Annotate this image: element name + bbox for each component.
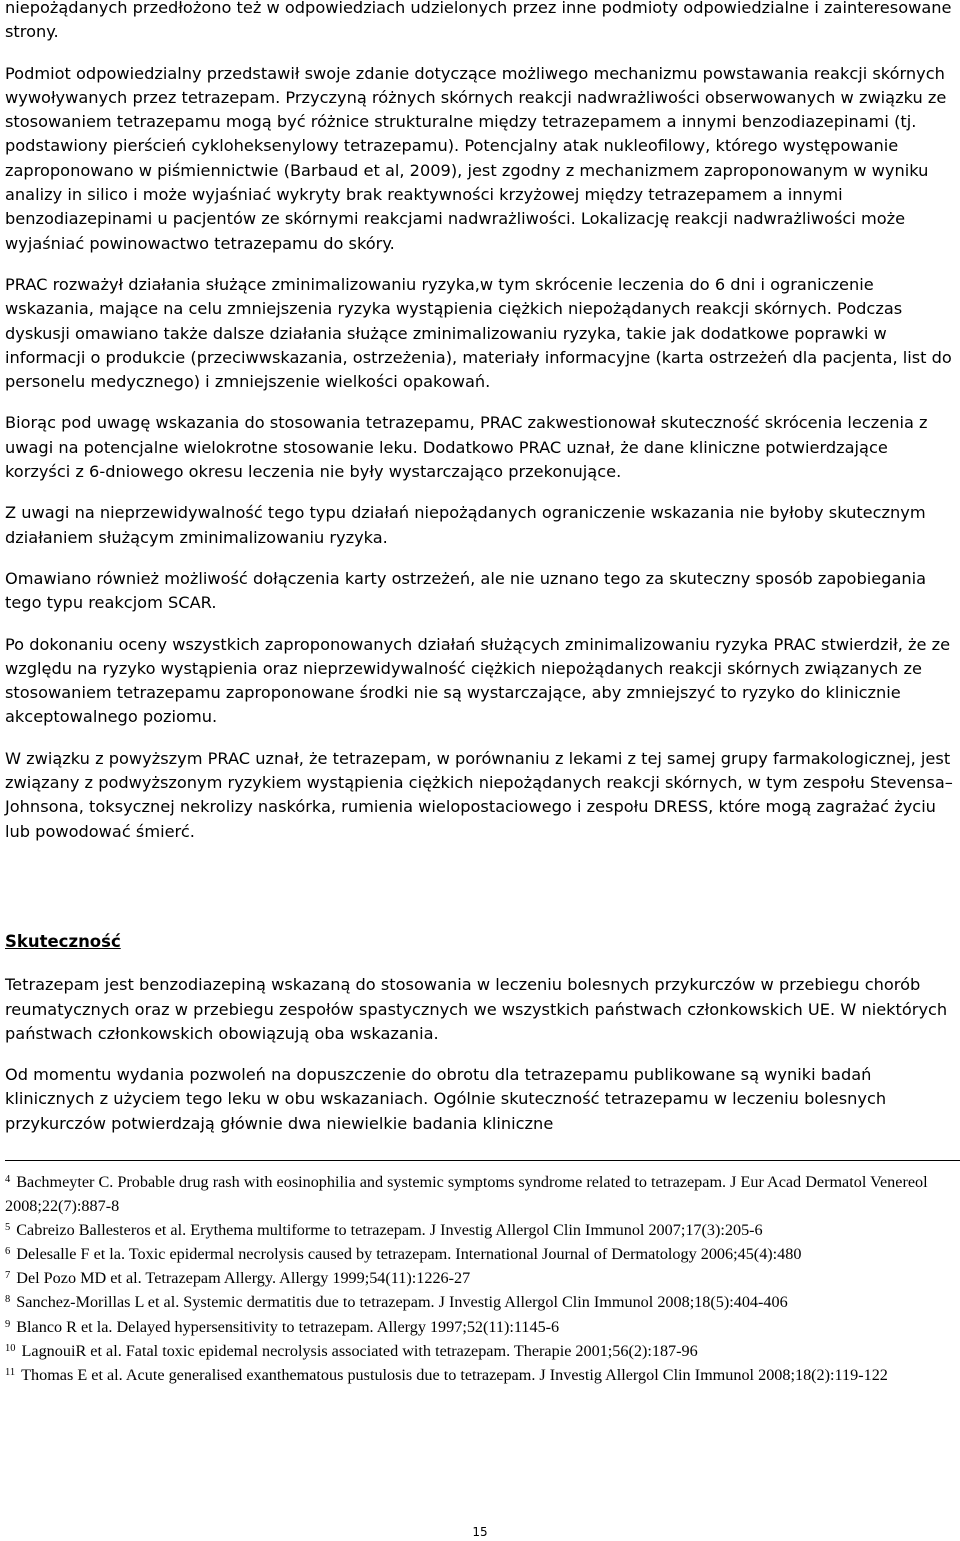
paragraph-4: Biorąc pod uwagę wskazania do stosowania tetrazepamu, PRAC zakwestionował skuteczność skrócenia leczenia z uwagi na potencjalne wielokrotne stosowanie leku. Dodatkowo PRAC uznał, że dane kliniczne potwierdzające korzyści z 6-dniowego okresu leczenia nie były wystarczająco przekonujące. [5, 413, 928, 482]
efficacy-section [5, 930, 955, 1153]
footnote-number: 8 [5, 1294, 11, 1306]
footnote [5, 1218, 955, 1242]
paragraph-5: Z uwagi na nieprzewidywalność tego typu działań niepożądanych ograniczenie wskazania nie byłoby skutecznym działaniem służącym zminimalizowaniu ryzyka. [5, 503, 926, 547]
footnote [5, 1339, 955, 1363]
footnote-text: Bachmeyter C. Probable drug rash with eosinophilia and systemic symptoms syndrome related to tetrazepam. J Eur Acad Dermatol Venereol 2008;22(7):887-8 [5, 1173, 928, 1216]
footnote-text: Del Pozo MD et al. Tetrazepam Allergy. Allergy 1999;54(11):1226-27 [16, 1269, 471, 1288]
section-heading: Skuteczność [5, 932, 121, 951]
footnote [5, 1290, 955, 1314]
paragraph-1: niepożądanych przedłożono też w odpowiedziach udzielonych przez inne podmioty odpowiedzialne i zainteresowane strony. [5, 0, 952, 42]
footnote-text: LagnouiR et al. Fatal toxic epidemal necrolysis associated with tetrazepam. Therapie 2001;56(2):187-96 [21, 1341, 698, 1360]
paragraph-2: Podmiot odpowiedzialny przedstawił swoje zdanie dotyczące możliwego mechanizmu powstawania reakcji skórnych wywoływanych przez tetrazepam. Przyczyną różnych skórnych reakcji nadwrażliwości obserwowanych w związku ze stosowaniem tetrazepamu mogą być różnice strukturalne między tetrazepamem a innymi benzodiazepinami (tj. podstawiony pierścień cykloheksenylowy tetrazepamu). Potencjalny atak nukleofilowy, którego występowanie zaproponowano w piśmiennictwie (Barbaud et al, 2009), jest zgodny z mechanizmem zaproponowanym w wyniku analizy in silico i może wyjaśniać wykryty brak reaktywności krzyżowej między tetrazepamem a innymi benzodiazepinami u pacjentów ze skórnymi reakcjami nadwrażliwości. Lokalizację reakcji nadwrażliwości może wyjaśniać powinowactwo tetrazepamu do skóry. [5, 63, 947, 253]
footnote [5, 1363, 955, 1387]
footnote-text: Sanchez-Morillas L et al. Systemic dermatitis due to tetrazepam. J Investig Allergol Clin Immunol 2008;18(5):404-406 [16, 1293, 788, 1312]
footnote-number: 6 [5, 1246, 11, 1258]
body-text [5, 0, 955, 861]
footnote-number: 9 [5, 1318, 11, 1330]
footnote-text: Blanco R et la. Delayed hypersensitivity to tetrazepam. Allergy 1997;52(11):1145-6 [16, 1317, 560, 1336]
paragraph-3: PRAC rozważył działania służące zminimalizowaniu ryzyka,w tym skrócenie leczenia do 6 dni i ograniczenie wskazania, mające na celu zmniejszenia ryzyka wystąpienia ciężkich niepożądanych reakcji skórnych. Podczas dyskusji omawiano także dalsze działania służące zminimalizowaniu ryzyka, takie jak dodatkowe poprawki w informacji o produkcie (przeciwwskazania, ostrzeżenia), materiały informacyjne (karta ostrzeżeń dla pacjenta, list do personelu medycznego) i zmniejszenie wielkości opakowań. [5, 274, 952, 392]
footnote-separator [5, 1160, 960, 1161]
footnotes [5, 1170, 955, 1387]
paragraph-6: Omawiano również możliwość dołączenia karty ostrzeżeń, ale nie uznano tego za skuteczny sposób zapobiegania tego typu reakcjom SCAR. [5, 568, 927, 613]
footnote-text: Cabreizo Ballesteros et al. Erythema multiforme to tetrazepam. J Investig Allergol Clin Immunol 2007;17(3):205-6 [16, 1221, 763, 1240]
footnote [5, 1266, 955, 1290]
footnote-text: Delesalle F et la. Toxic epidermal necrolysis caused by tetrazepam. International Journal of Dermatology 2006;45(4):480 [16, 1245, 802, 1264]
footnote-number: 11 [5, 1366, 16, 1378]
footnote-number: 5 [5, 1222, 11, 1234]
section-paragraph-1: Tetrazepam jest benzodiazepiną wskazaną do stosowania w leczeniu bolesnych przykurczów w przebiegu chorób reumatycznych oraz w przebiegu zespołów spastycznych we wszystkich państwach członkowskich UE. W niektórych państwach członkowskich obowiązują oba wskazania. [5, 975, 948, 1043]
footnote-number: 10 [5, 1342, 16, 1354]
section-paragraph-2: Od momentu wydania pozwoleń na dopuszczenie do obrotu dla tetrazepamu publikowane są wyniki badań klinicznych z użyciem tego leku w obu wskazaniach. Ogólnie skuteczność tetrazepamu w leczeniu bolesnych przykurczów potwierdzają głównie dwa niewielkie badania kliniczne [5, 1065, 887, 1133]
footnote-number: 4 [5, 1174, 11, 1185]
footnote-text: Thomas E et al. Acute generalised exanthematous pustulosis due to tetrazepam. J Investig Allergol Clin Immunol 2008;18(2):119-122 [21, 1365, 888, 1384]
footnote [5, 1315, 955, 1339]
paragraph-8: W związku z powyższym PRAC uznał, że tetrazepam, w porównaniu z lekami z tej samej grupy farmakologicznej, jest związany z podwyższonym ryzykiem wystąpienia ciężkich niepożądanych reakcji skórnych, w tym zespołu Stevensa–Johnsona, toksycznej nekrolizy naskórka, rumienia wielopostaciowego i zespołu DRESS, które mogą zagrażać życiu lub powodować śmierć. [5, 748, 953, 841]
page-number: 15 [472, 1525, 488, 1539]
footnote-number: 7 [5, 1270, 11, 1282]
paragraph-7: Po dokonaniu oceny wszystkich zaproponowanych działań służących zminimalizowaniu ryzyka PRAC stwierdził, że ze względu na ryzyko wystąpienia oraz nieprzewidywalność ciężkich niepożądanych reakcji skórnych związanych ze stosowaniem tetrazepamu zaproponowane środki nie są wystarczające, aby zmniejszyć to ryzyko do klinicznie akceptowalnego poziomu. [5, 634, 951, 727]
footnote [5, 1242, 955, 1266]
footnote [5, 1170, 955, 1218]
